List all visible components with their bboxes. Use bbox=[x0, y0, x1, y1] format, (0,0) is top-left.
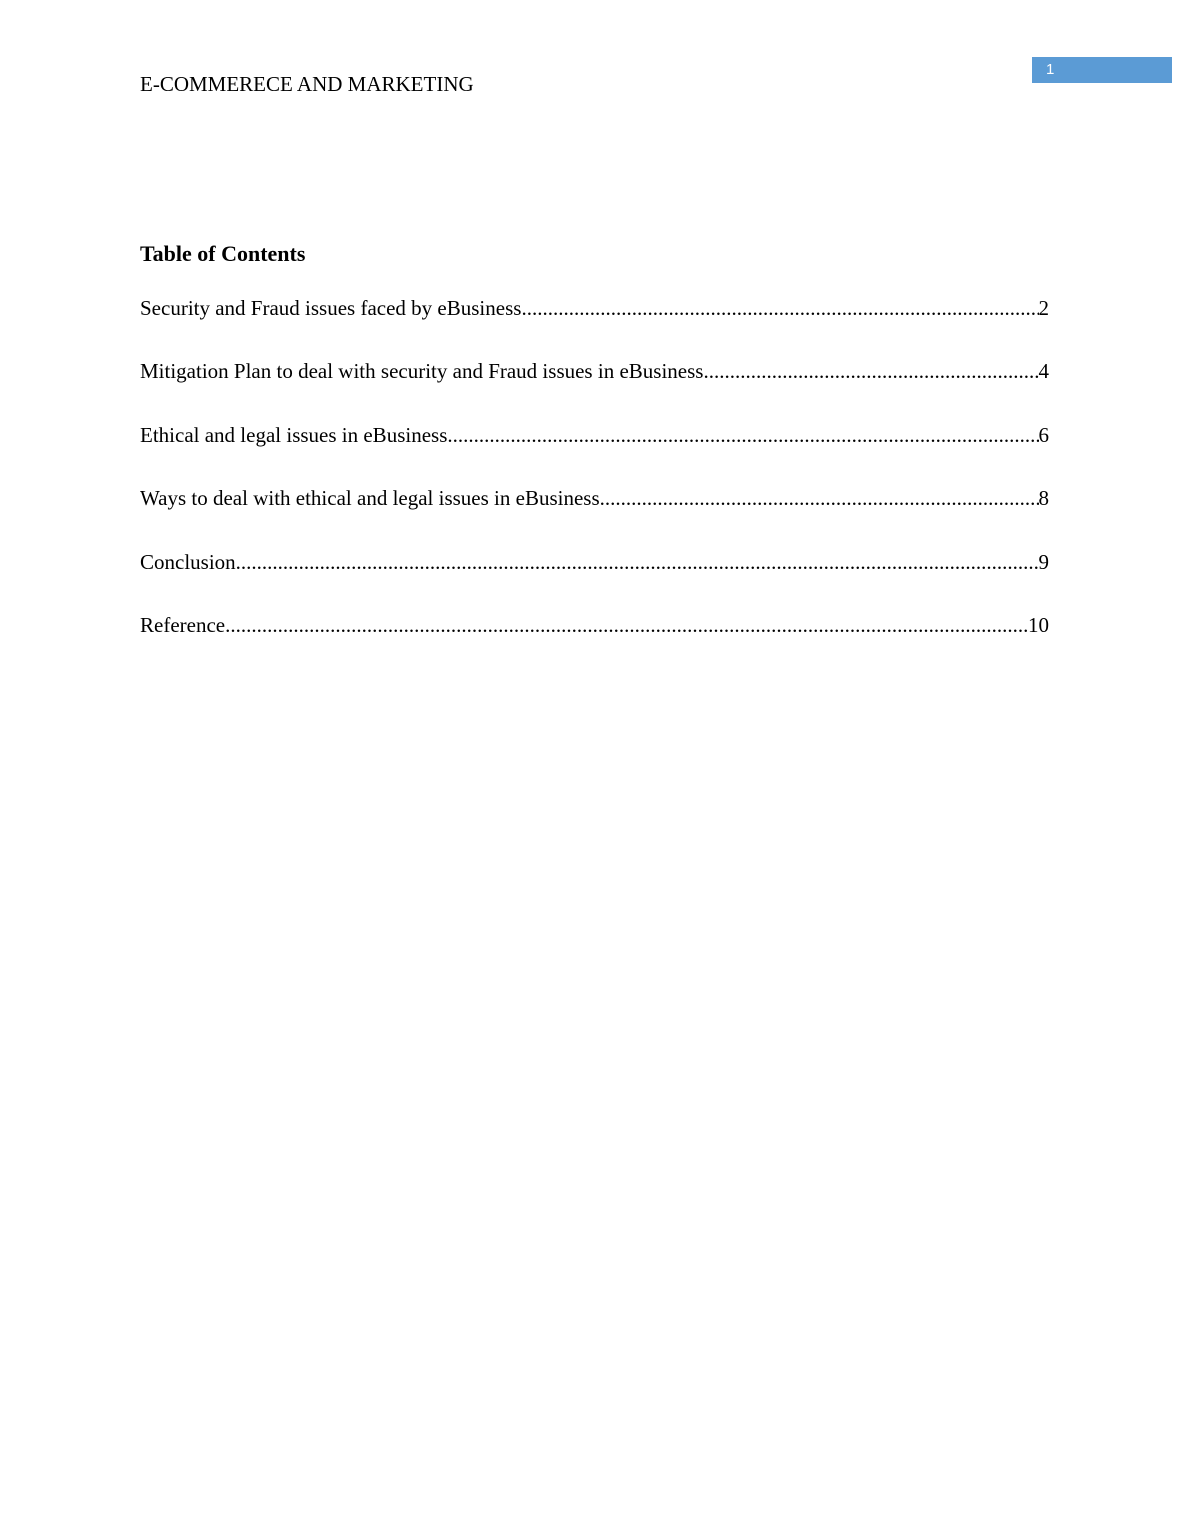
toc-entry-ethical-legal[interactable] bbox=[140, 421, 1049, 484]
toc-entry-page: 6 bbox=[1038, 422, 1049, 447]
toc-entry-mitigation-plan[interactable] bbox=[140, 357, 1049, 420]
toc-entry-title: Mitigation Plan to deal with security and Fraud issues in eBusiness bbox=[140, 359, 704, 384]
toc-entry-ways-to-deal[interactable] bbox=[140, 484, 1049, 547]
toc-dot-leader bbox=[703, 357, 1038, 385]
toc-entry-title: Reference bbox=[140, 612, 226, 637]
toc-entry-title: Conclusion bbox=[140, 549, 236, 574]
toc-dot-leader bbox=[236, 548, 1039, 576]
toc-dot-leader bbox=[447, 421, 1038, 449]
toc-entry-page: 8 bbox=[1038, 486, 1049, 511]
toc-entry-title: Security and Fraud issues faced by eBusiness bbox=[140, 296, 522, 320]
toc-entry-conclusion[interactable] bbox=[140, 548, 1049, 611]
toc-entry-page: 9 bbox=[1038, 549, 1049, 574]
toc-entry-security-fraud[interactable] bbox=[140, 294, 1049, 357]
toc-entry-title: Ethical and legal issues in eBusiness bbox=[140, 422, 448, 447]
header-title: E-COMMERECE AND MARKETING bbox=[140, 72, 474, 96]
toc-entry-page: 4 bbox=[1038, 359, 1049, 384]
toc-dot-leader bbox=[225, 611, 1028, 639]
toc-entry-page: 10 bbox=[1028, 612, 1049, 637]
table-of-contents bbox=[140, 294, 1049, 674]
toc-dot-leader bbox=[521, 294, 1038, 322]
toc-entry-page: 2 bbox=[1038, 296, 1049, 320]
toc-heading: Table of Contents bbox=[140, 241, 306, 266]
toc-dot-leader bbox=[600, 484, 1039, 512]
page-number: 1 bbox=[1046, 61, 1055, 78]
page-number-badge bbox=[1032, 57, 1172, 83]
toc-entry-reference[interactable] bbox=[140, 611, 1049, 674]
toc-entry-title: Ways to deal with ethical and legal issues in eBusiness bbox=[140, 486, 600, 511]
